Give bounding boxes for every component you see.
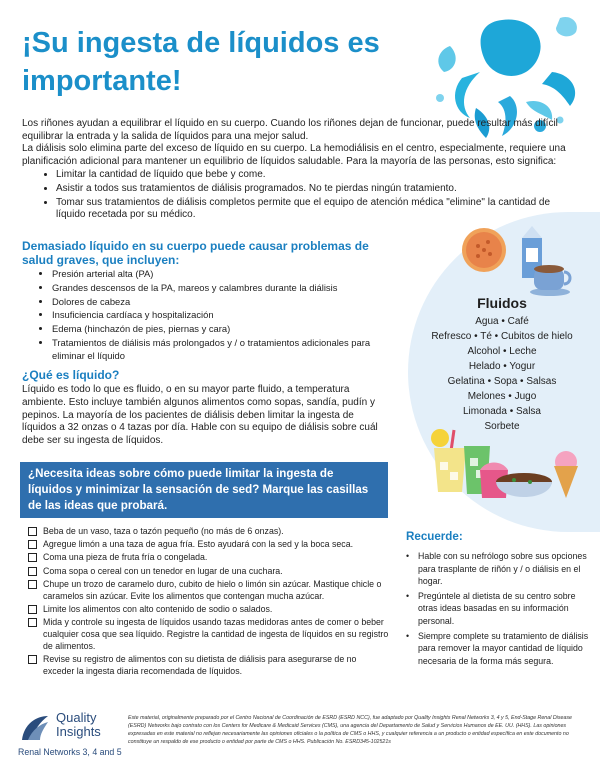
checklist-item-text: Agregue limón a una taza de agua fría. Esto ayudará con la sed y la boca seca. [43,539,354,550]
page-title: ¡Su ingesta de líquidos es importante! [22,27,380,97]
coffee-cup-icon [528,258,574,298]
checklist-item [28,552,390,564]
checkbox[interactable] [28,605,37,614]
ideas-title: ¿Necesita ideas sobre cómo puede limitar la ingesta de líquidos y minimizar la sensación de sed? Marque las casillas de las ideas que probará. [28,467,369,512]
intro-paragraph: Los riñones ayudan a equilibrar el líquido en su cuerpo. Cuando los riñones dejan de funcionar, puede resultar más difícil equilibrar la entrada y la salida de líquidos para una mejor salud. [22,118,558,142]
remember-title: Recuerde: [406,530,463,543]
fluids-title: Fluidos [477,295,527,311]
list-item: • Pregúntele al dietista de su centro sobre otras ideas basadas en su información personal. [406,590,592,628]
checklist-item [28,539,390,551]
list-item: • Tratamientos de diálisis más prolongados y / o tratamientos adicionales para eliminar el líquido [52,337,382,363]
checklist-item-text: Beba de un vaso, taza o tazón pequeño (no más de 6 onzas). [43,526,284,536]
checkbox[interactable] [28,580,37,589]
list-item: • Limitar la cantidad de líquido que bebe y come. [56,169,578,182]
logo-name [56,711,101,739]
fluids-list [412,296,592,434]
soup-bowl-icon [458,226,518,276]
list-item: • Edema (hinchazón de pies, piernas y cara) [52,323,382,336]
logo-mark-icon [18,712,50,744]
disclaimer: Este material, originalmente preparado por el Centro Nacional de Coordinación de ESRD (ESRD NCC), fue adaptado por Quality Insights Renal Networks 3, 4 y 5, End-Stage Renal Disease (ESRD) Networks bajo contrato con los Centers for Medicare & Medicaid Services (CMS), una agencia del Departamento de Salud y Servicios Humanos de EE. UU. (HHS). Las opiniones expresadas en este material no reflejan necesariamente las opiniones oficiales o la política de CMS o HHS, y cualquier referencia a un producto o entidad específica en este documento no constituye un respaldo de ese producto o entidad por parte de CMS o HHS. Publicación No. ESRD345-102521s [128,715,572,746]
checkbox[interactable] [28,567,37,576]
ice-cream-cone-icon [548,450,584,500]
fluids-line: Limonada • Salsa [463,406,541,417]
fluids-line: Helado • Yogur [468,361,536,372]
checklist-item-text: Coma una pieza de fruta fría o congelada. [43,552,208,563]
list-item: • Grandes descensos de la PA, mareos y calambres durante la diálisis [52,282,382,295]
checkbox[interactable] [28,618,37,627]
checklist-item-text: Limite los alimentos con alto contenido de sodio o salados. [43,603,273,614]
list-item: • Hable con su nefrólogo sobre sus opciones para trasplante de riñón y / o diálisis en el hogar. [406,550,592,588]
remember-box [398,520,594,700]
checklist-item [28,566,390,578]
checkbox[interactable] [28,527,37,536]
list-item: • Dolores de cabeza [52,296,382,309]
fluids-line: Melones • Jugo [467,391,537,402]
list-item: • Asistir a todos sus tratamientos de diálisis programados. No te pierdas ningún tratamiento. [56,183,578,196]
checklist-item-text: Revise su registro de alimentos con su dietista de diálisis para asegurarse de no exceder la ingesta diaria recomendada de líquidos. [43,653,357,676]
checklist-item [28,579,390,603]
header [0,0,600,108]
checkbox[interactable] [28,553,37,562]
checkbox[interactable] [28,655,37,664]
checkbox[interactable] [28,540,37,549]
checklist-item-text: Mida y controle su ingesta de líquidos usando tazas medidoras antes de comer o beber cualquier cosa que sea líquido. Registre la cantidad de ingesta de líquidos en su registro de alimentos. [43,616,389,651]
fluids-line: Sorbete [484,421,520,432]
fluids-line: Gelatina • Sopa • Salsas [447,376,557,387]
what-is-fluid-title: ¿Qué es líquido? [22,368,120,382]
list-item: • Insuficiencia cardíaca y hospitalización [52,309,382,322]
list-item: • Tomar sus tratamientos de diálisis completos permite que el equipo de atención médica "elimine" la cantidad de líquido recetada por su médico. [56,197,578,222]
checklist-item [28,617,390,652]
logo-line: Insights [56,724,101,739]
ideas-checklist [28,526,390,679]
fluids-line: Refresco • Té • Cubitos de hielo [431,331,573,342]
list-item: • Presión arterial alta (PA) [52,268,382,281]
salsa-bowl-icon [494,470,554,506]
quality-insights-logo [18,710,122,757]
ideas-banner [20,462,388,518]
intro-section [22,118,578,223]
danger-list [52,268,382,364]
logo-network: Renal Networks 3, 4 and 5 [18,747,122,757]
checklist-item [28,604,390,616]
what-is-fluid-text: Líquido es todo lo que es fluido, o en su mayor parte fluido, a temperatura ambiente. Esto incluye también algunos alimentos como sopas, sandía, pudín y pepinos. La mayoría de los pacientes de diálisis deben limitar la ingesta de líquidos a 32 onzas o 4 tazas por día. Hable con su equipo de diálisis sobre cuál debe ser su ingesta de líquidos. [22,384,378,447]
intro-paragraph: La diálisis solo elimina parte del exceso de líquido en su cuerpo. La hemodiálisis en el centro, especialmente, requiere una planificación adicional para mantener un equilibrio de líquidos saludable. Para la mayoría de las personas, esto significa: [22,143,566,167]
fluids-line: Agua • Café [475,316,529,327]
fluids-line: Alcohol • Leche [467,346,537,357]
logo-line: Quality [56,710,97,725]
remember-list [406,550,592,669]
checklist-item-text: Chupe un trozo de caramelo duro, cubito de hielo o limón sin azúcar. Mastique chicle o caramelos sin azúcar. Evite los alimentos que contengan mucha azúcar. [43,578,382,601]
checklist-item-text: Coma sopa o cereal con un tenedor en lugar de una cuchara. [43,565,283,576]
list-item: • Siempre complete su tratamiento de diálisis para remover la mayor cantidad de líquido necesaria de la forma más segura. [406,630,592,668]
danger-section-title: Demasiado líquido en su cuerpo puede causar problemas de salud graves, que incluyen: [22,239,369,267]
checklist-item [28,526,390,538]
intro-bullet-list [56,169,578,221]
checklist-item [28,654,390,678]
